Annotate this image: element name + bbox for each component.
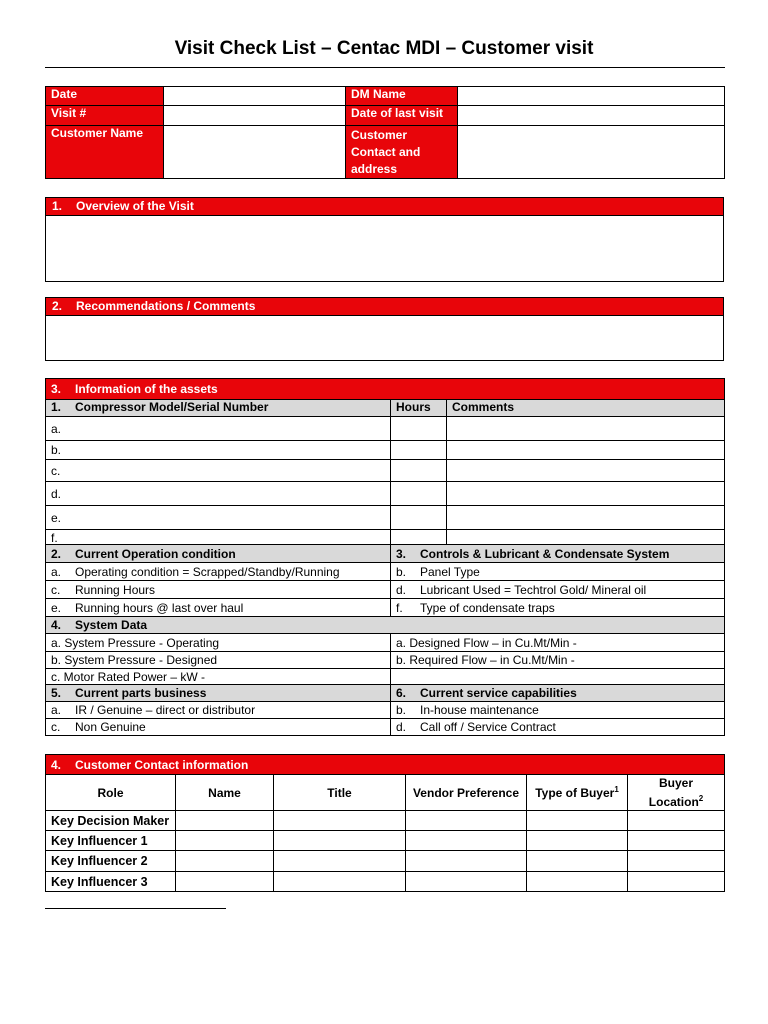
footnote-divider xyxy=(45,908,226,909)
customer-name-label: Customer Name xyxy=(46,126,164,179)
customer-contact-field[interactable] xyxy=(458,126,725,179)
customer-name-field[interactable] xyxy=(164,126,346,179)
buyer-type-cell[interactable] xyxy=(527,872,628,892)
compressor-row-f[interactable]: f. xyxy=(46,530,391,546)
controls-head: 3. Controls & Lubricant & Condensate System xyxy=(391,545,725,563)
hours-cell[interactable] xyxy=(391,482,447,506)
operation-row[interactable]: c. Running Hours xyxy=(46,581,391,599)
hours-cell[interactable] xyxy=(391,506,447,530)
assets-table xyxy=(45,378,725,546)
hours-cell[interactable] xyxy=(391,417,447,441)
compressor-row-a[interactable]: a. xyxy=(46,417,391,441)
buyer-location-cell[interactable] xyxy=(628,872,725,892)
service-row[interactable]: b. In-house maintenance xyxy=(391,702,725,719)
controls-row[interactable]: b. Panel Type xyxy=(391,563,725,581)
title-cell[interactable] xyxy=(274,872,406,892)
buyer-location-cell[interactable] xyxy=(628,851,725,872)
role-cell: Key Influencer 3 xyxy=(46,872,176,892)
service-head: 6. Current service capabilities xyxy=(391,685,725,702)
operation-head: 2. Current Operation condition xyxy=(46,545,391,563)
dm-name-label: DM Name xyxy=(346,87,458,106)
buyer-type-cell[interactable] xyxy=(527,831,628,851)
visit-header-table xyxy=(45,86,725,179)
comments-cell[interactable] xyxy=(447,441,725,460)
visit-number-field[interactable] xyxy=(164,106,346,126)
contact-header: 4. Customer Contact information xyxy=(46,755,725,775)
operation-row[interactable]: a. Operating condition = Scrapped/Standby/Running xyxy=(46,563,391,581)
buyer-type-cell[interactable] xyxy=(527,851,628,872)
date-label: Date xyxy=(46,87,164,106)
conditions-table xyxy=(45,544,725,736)
recommendations-header: 2. Recommendations / Comments xyxy=(46,298,723,316)
system-row[interactable]: b. Required Flow – in Cu.Mt/Min - xyxy=(391,652,725,669)
overview-section xyxy=(45,197,724,282)
last-visit-label: Date of last visit xyxy=(346,106,458,126)
compressor-row-c[interactable]: c. xyxy=(46,460,391,482)
controls-row[interactable]: f. Type of condensate traps xyxy=(391,599,725,617)
parts-row[interactable]: c. Non Genuine xyxy=(46,719,391,736)
hours-head: Hours xyxy=(391,400,447,417)
buyer-type-cell[interactable] xyxy=(527,811,628,831)
service-row[interactable]: d. Call off / Service Contract xyxy=(391,719,725,736)
recommendations-section xyxy=(45,297,724,361)
role-cell: Key Influencer 2 xyxy=(46,851,176,872)
name-cell[interactable] xyxy=(176,851,274,872)
assets-header: 3. Information of the assets xyxy=(46,379,725,400)
page-title: Visit Check List – Centac MDI – Customer visit xyxy=(174,38,594,59)
vendor-cell[interactable] xyxy=(406,851,527,872)
comments-cell[interactable] xyxy=(447,506,725,530)
controls-row[interactable]: d. Lubricant Used = Techtrol Gold/ Mineral oil xyxy=(391,581,725,599)
last-visit-field[interactable] xyxy=(458,106,725,126)
recommendations-field[interactable] xyxy=(46,316,723,360)
visit-number-label: Visit # xyxy=(46,106,164,126)
name-col: Name xyxy=(176,775,274,811)
vendor-cell[interactable] xyxy=(406,831,527,851)
title-divider xyxy=(45,67,725,68)
hours-cell[interactable] xyxy=(391,441,447,460)
role-cell: Key Decision Maker xyxy=(46,811,176,831)
overview-field[interactable] xyxy=(46,216,723,281)
title-cell[interactable] xyxy=(274,831,406,851)
comments-cell[interactable] xyxy=(447,482,725,506)
buyer-location-cell[interactable] xyxy=(628,811,725,831)
title-col: Title xyxy=(274,775,406,811)
buyer-location-col: Buyer Location$^2$ xyxy=(628,775,725,811)
compressor-row-d[interactable]: d. xyxy=(46,482,391,506)
title-cell[interactable] xyxy=(274,851,406,872)
comments-head: Comments xyxy=(447,400,725,417)
hours-cell[interactable] xyxy=(391,460,447,482)
buyer-location-cell[interactable] xyxy=(628,831,725,851)
overview-header: 1. Overview of the Visit xyxy=(46,198,723,216)
system-row[interactable]: a. System Pressure - Operating xyxy=(46,634,391,652)
comments-cell[interactable] xyxy=(447,460,725,482)
role-cell: Key Influencer 1 xyxy=(46,831,176,851)
compressor-head: 1. Compressor Model/Serial Number xyxy=(46,400,391,417)
title-cell[interactable] xyxy=(274,811,406,831)
role-col: Role xyxy=(46,775,176,811)
vendor-cell[interactable] xyxy=(406,872,527,892)
compressor-row-e[interactable]: e. xyxy=(46,506,391,530)
system-row[interactable]: b. System Pressure - Designed xyxy=(46,652,391,669)
compressor-row-b[interactable]: b. xyxy=(46,441,391,460)
name-cell[interactable] xyxy=(176,831,274,851)
system-row[interactable]: a. Designed Flow – in Cu.Mt/Min - xyxy=(391,634,725,652)
vendor-cell[interactable] xyxy=(406,811,527,831)
system-row[interactable] xyxy=(391,669,725,685)
name-cell[interactable] xyxy=(176,811,274,831)
buyer-type-col: Type of Buyer$^1$ xyxy=(527,775,628,811)
name-cell[interactable] xyxy=(176,872,274,892)
customer-contact-label: Customer Contact and address xyxy=(346,126,458,179)
comments-cell[interactable] xyxy=(447,417,725,441)
date-field[interactable] xyxy=(164,87,346,106)
parts-head: 5. Current parts business xyxy=(46,685,391,702)
contact-table xyxy=(45,754,725,892)
parts-row[interactable]: a. IR / Genuine – direct or distributor xyxy=(46,702,391,719)
system-row[interactable]: c. Motor Rated Power – kW - xyxy=(46,669,391,685)
operation-row[interactable]: e. Running hours @ last over haul xyxy=(46,599,391,617)
dm-name-field[interactable] xyxy=(458,87,725,106)
vendor-col: Vendor Preference xyxy=(406,775,527,811)
system-data-head: 4. System Data xyxy=(46,617,725,634)
